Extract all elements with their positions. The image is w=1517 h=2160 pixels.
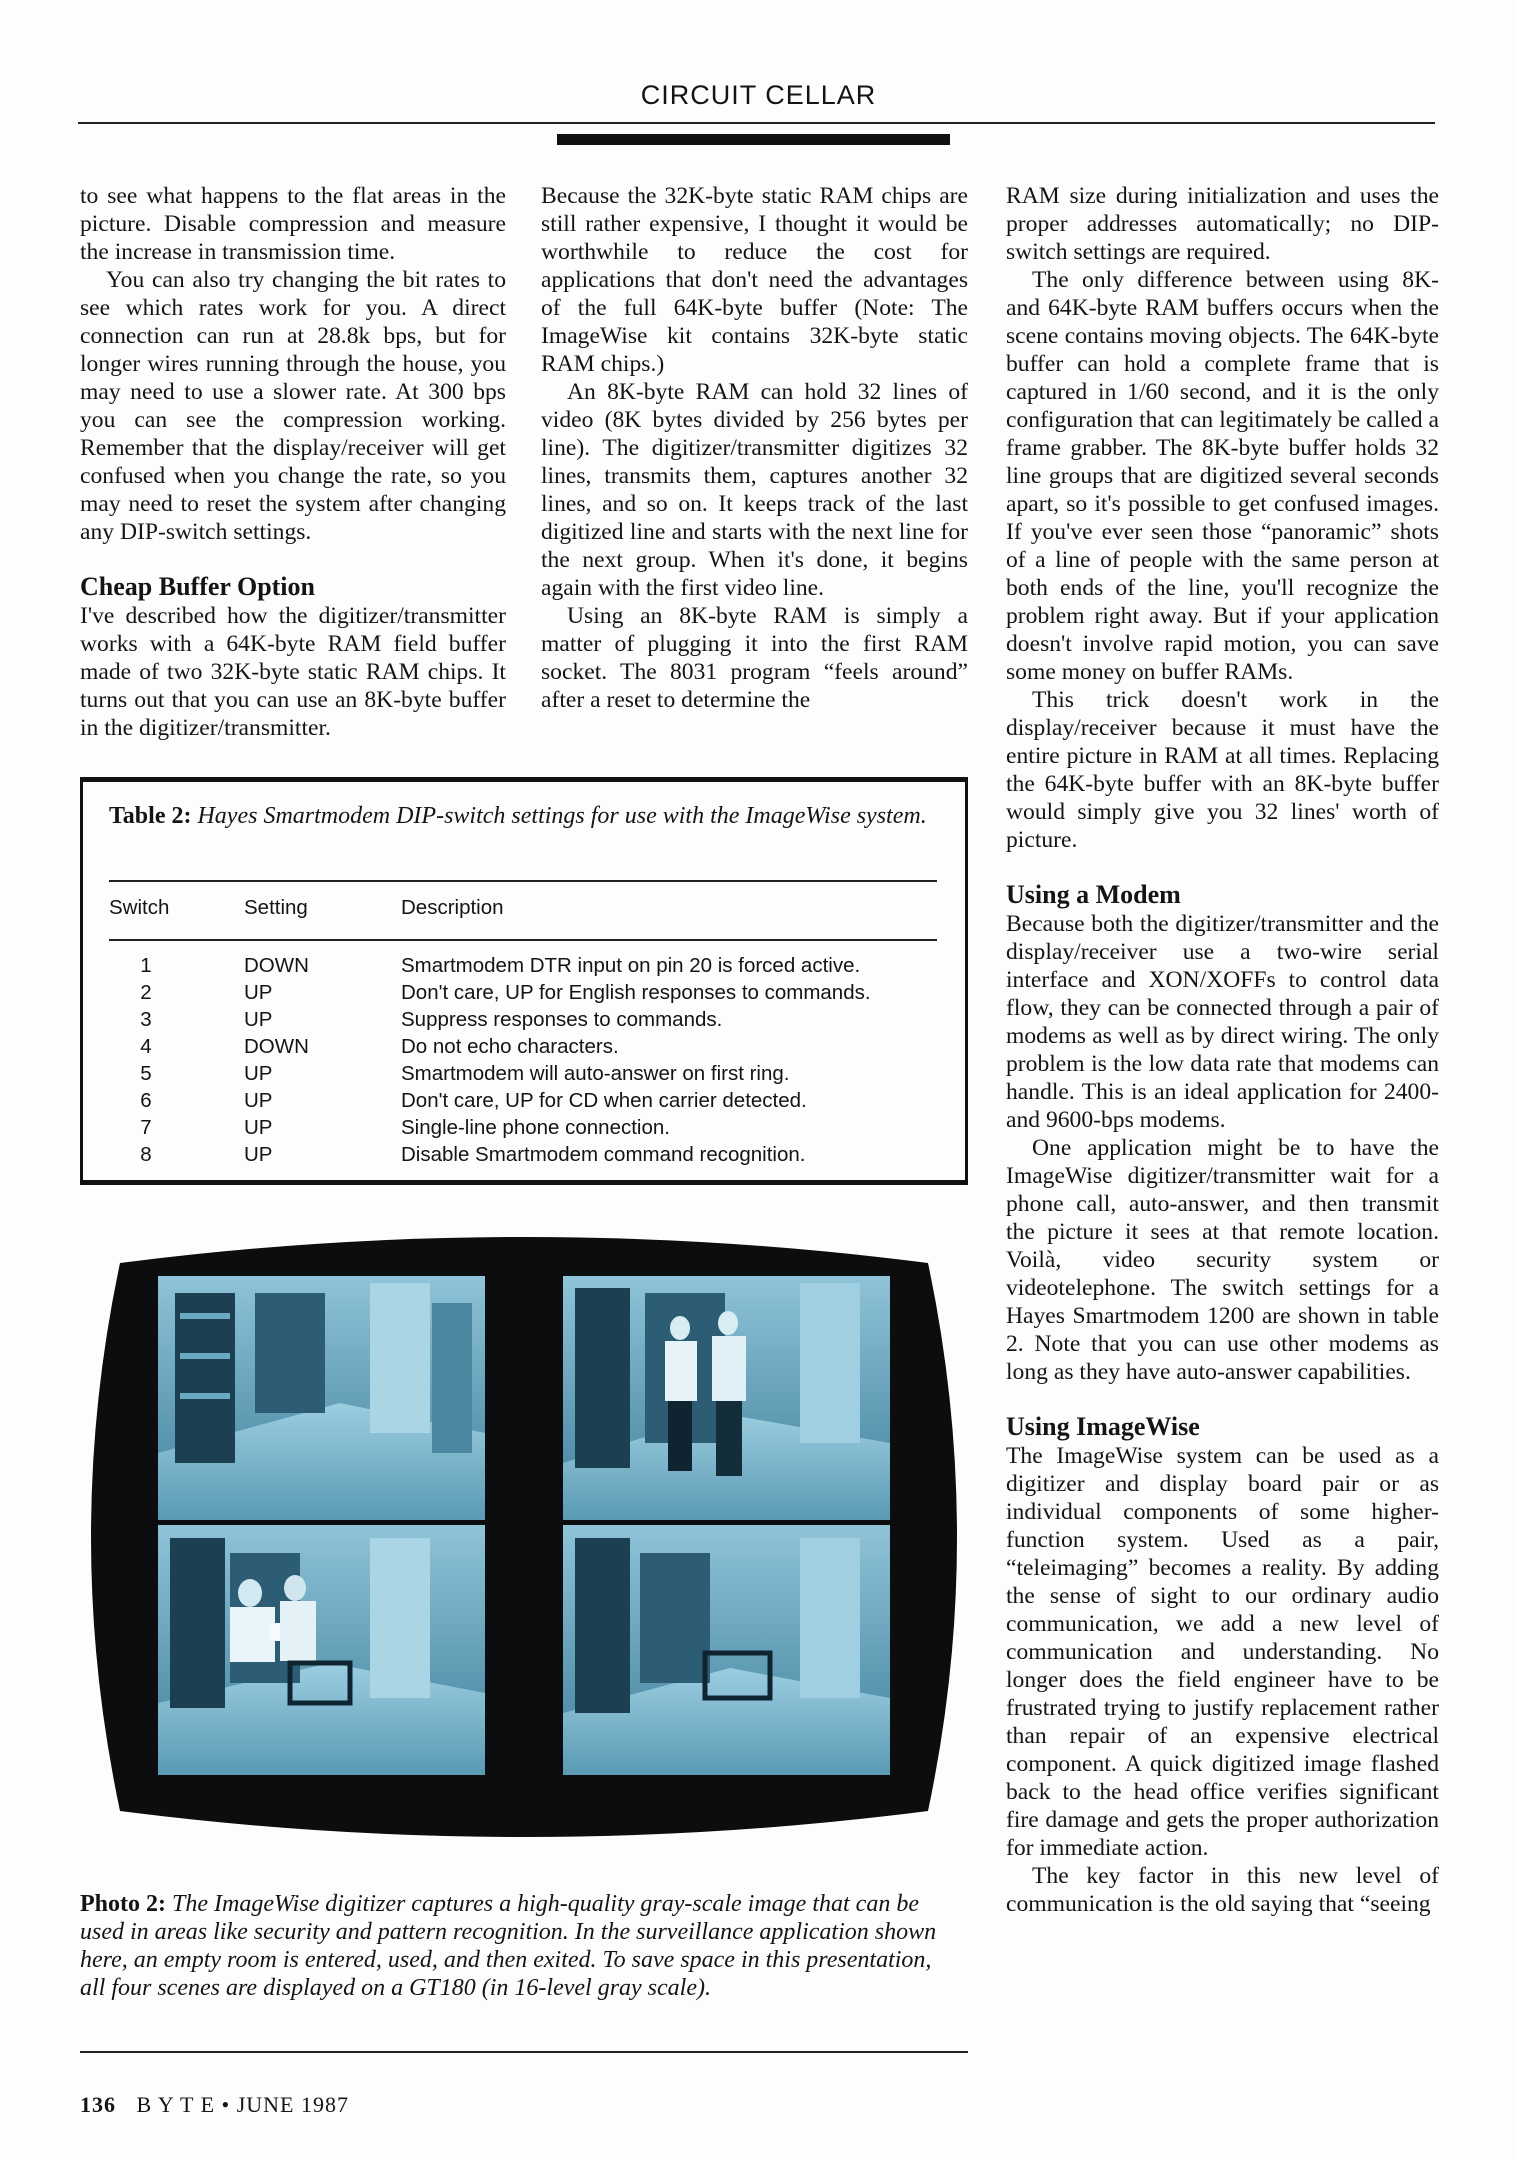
column-header-switch: Switch	[109, 896, 170, 919]
switch-description: Don't care, UP for CD when carrier detected.	[401, 1089, 807, 1112]
switch-setting: UP	[244, 1062, 273, 1085]
page-footer	[80, 2092, 349, 2118]
photo-rule	[80, 2051, 968, 2053]
table-caption	[109, 802, 929, 830]
publication-name: B Y T E • JUNE 1987	[136, 2092, 349, 2117]
paragraph: RAM size during initialization and uses the proper addresses automatically; no DIP-switch settings are required.	[1006, 183, 1439, 265]
paragraph: You can also try changing the bit rates to see which rates work for you. A direct connection can run at 28.8k bps, but for longer wires running through the house, you may need to use a slower rate. At 300 bps you can see the compression working. Remember that the display/receiver will get confused when you change the rate, so you may need to reset the system after changing any DIP-switch settings.	[80, 267, 506, 545]
table-caption-text: Hayes Smartmodem DIP-switch settings for use with the ImageWise system.	[197, 803, 927, 829]
switch-setting: UP	[244, 1089, 273, 1112]
switch-description: Smartmodem will auto-answer on first ring.	[401, 1062, 790, 1085]
switch-description: Do not echo characters.	[401, 1035, 619, 1058]
column-3	[1006, 182, 1439, 1918]
paragraph: The ImageWise system can be used as a digitizer and display board pair or as individual components of some higher-function system. Used as a pair, “teleimaging” becomes a reality. By adding the sense of sight to our ordinary audio communication, we add a new level of communication and understanding. No longer does the field engineer have to be frustrated trying to justify replacement rather than repair of an expensive electrical component. A quick digitized image flashed back to the head office verifies significant fire damage and gets the proper authorization for immediate action.	[1006, 1443, 1439, 1861]
switch-setting: UP	[244, 1116, 273, 1139]
switch-number: 2	[140, 981, 152, 1004]
switch-number: 8	[140, 1143, 152, 1166]
switch-setting: UP	[244, 1143, 273, 1166]
photo-caption	[80, 1890, 960, 2002]
switch-description: Disable Smartmodem command recognition.	[401, 1143, 806, 1166]
switch-number: 6	[140, 1089, 152, 1112]
header-rule	[78, 122, 1435, 124]
column-header-setting: Setting	[244, 896, 308, 919]
paragraph: This trick doesn't work in the display/receiver because it must have the entire picture in RAM at all times. Replacing the 64K-byte buffer with an 8K-byte buffer would simply give you 32 lines' worth of picture.	[1006, 687, 1439, 853]
photo-2	[80, 1223, 968, 1851]
paragraph: One application might be to have the ImageWise digitizer/transmitter wait for a phone call, auto-answer, and then transmit the picture it sees at that remote location. Voilà, video security system or videotelephone. The switch settings for a Hayes Smartmodem 1200 are shown in table 2. Note that you can use other modems as long as they have auto-answer capabilities.	[1006, 1135, 1439, 1385]
switch-description: Suppress responses to commands.	[401, 1008, 723, 1031]
video-frame-people-seated	[158, 1525, 485, 1775]
column-1	[80, 182, 506, 742]
column-2	[541, 182, 968, 714]
monitor-photo	[80, 1223, 968, 1851]
table-2	[80, 777, 968, 1185]
photo-caption-text: The ImageWise digitizer captures a high-quality gray-scale image that can be used in areas like security and pattern recognition. In the surveillance application shown here, an empty room is entered, used, and then exited. To save space in this presentation, all four scenes are displayed on a GT180 (in 16-level gray scale).	[80, 1891, 937, 2001]
switch-number: 5	[140, 1062, 152, 1085]
photo-label: Photo 2:	[80, 1891, 166, 1917]
video-frame-people-enter	[563, 1276, 890, 1520]
switch-number: 1	[140, 954, 152, 977]
paragraph: An 8K-byte RAM can hold 32 lines of video (8K bytes divided by 256 bytes per line). The digitizer/transmitter digitizes 32 lines, transmits them, captures another 32 lines, and so on. It keeps track of the last digitized line and starts with the next line for the next group. When it's done, it begins again with the first video line.	[541, 379, 968, 601]
table-rule	[109, 939, 937, 941]
video-frame-empty-room	[158, 1276, 485, 1520]
paragraph: I've described how the digitizer/transmitter works with a 64K-byte RAM field buffer made of two 32K-byte static RAM chips. It turns out that you can use an 8K-byte buffer in the digitizer/transmitter.	[80, 603, 506, 741]
switch-description: Don't care, UP for English responses to commands.	[401, 981, 871, 1004]
switch-setting: UP	[244, 981, 273, 1004]
paragraph: Using an 8K-byte RAM is simply a matter of plugging it into the first RAM socket. The 8031 program “feels around” after a reset to determine the	[541, 603, 968, 713]
paragraph: The key factor in this new level of communication is the old saying that “seeing	[1006, 1863, 1439, 1917]
switch-setting: UP	[244, 1008, 273, 1031]
switch-number: 3	[140, 1008, 152, 1031]
paragraph: Because both the digitizer/transmitter and the display/receiver use a two-wire serial interface and XON/XOFFs to control data flow, they can be connected through a pair of modems as well as by direct wiring. The only problem is the low data rate that modems can handle. This is an ideal application for 2400- and 9600-bps modems.	[1006, 911, 1439, 1133]
switch-setting: DOWN	[244, 1035, 309, 1058]
section-heading: Using ImageWise	[1006, 1412, 1200, 1441]
section-heading: Cheap Buffer Option	[80, 572, 315, 601]
paragraph: Because the 32K-byte static RAM chips are still rather expensive, I thought it would be worthwhile to reduce the cost for applications that don't need the advantages of the full 64K-byte buffer (Note: The ImageWise kit contains 32K-byte static RAM chips.)	[541, 183, 968, 377]
column-header-description: Description	[401, 896, 504, 919]
section-heading: Using a Modem	[1006, 880, 1181, 909]
paragraph: The only difference between using 8K- and 64K-byte RAM buffers occurs when the scene contains moving objects. The 64K-byte buffer can hold a complete frame that is captured in 1/60 second, and it is the only configuration that can legitimately be called a frame grabber. The 8K-byte buffer holds 32 line groups that are digitized several seconds apart, so it's possible to get confused images. If you've ever seen those “panoramic” shots of a line of people with the same person at both ends of the line, you'll recognize the problem right away. But if your application doesn't involve rapid motion, you can save some money on buffer RAMs.	[1006, 267, 1439, 685]
switch-setting: DOWN	[244, 954, 309, 977]
switch-number: 4	[140, 1035, 152, 1058]
switch-number: 7	[140, 1116, 152, 1139]
paragraph: to see what happens to the flat areas in the picture. Disable compression and measure the increase in transmission time.	[80, 183, 506, 265]
switch-description: Smartmodem DTR input on pin 20 is forced active.	[401, 954, 861, 977]
running-head: CIRCUIT CELLAR	[640, 80, 877, 110]
video-frame-room-exited	[563, 1525, 890, 1775]
switch-description: Single-line phone connection.	[401, 1116, 670, 1139]
table-label: Table 2:	[109, 803, 192, 829]
table-rule	[109, 880, 937, 882]
header-bar	[557, 134, 950, 145]
page-number: 136	[80, 2092, 116, 2117]
